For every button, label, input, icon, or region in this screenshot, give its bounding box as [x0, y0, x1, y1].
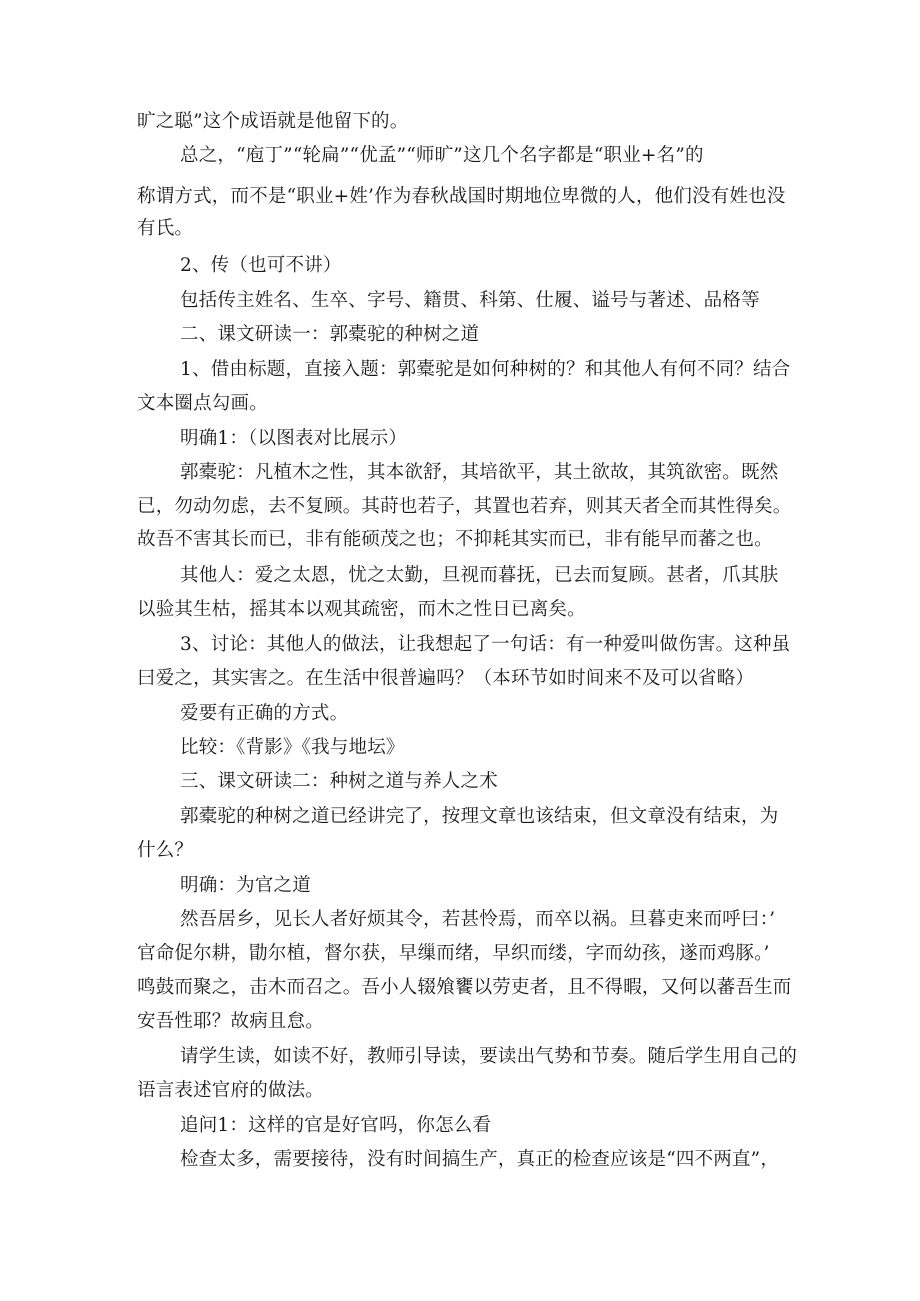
text-line: 请学生读，如读不好，教师引导读，要读出气势和节奏。随后学生用自己的	[180, 1046, 798, 1067]
text-line: 什么？	[137, 840, 194, 861]
text-line: 故吾不害其长而已，非有能硕茂之也；不抑耗其实而已，非有能早而蕃之也。	[137, 529, 773, 550]
text-line: 以验其生枯，摇其本以观其疏密，而木之性日已离矣。	[137, 599, 586, 620]
text-line: 曰爱之，其实害之。在生活中很普遍吗？（本环节如时间来不及可以省略）	[137, 668, 755, 689]
text-line: 有氏。	[137, 218, 194, 239]
text-line: 鸣鼓而聚之，击木而召之。吾小人辍飧饔以劳吏者，且不得暇，又何以蕃吾生而	[137, 977, 792, 998]
text-line: 爱要有正确的方式。	[180, 703, 349, 724]
text-line: 旷之聪”这个成语就是他留下的。	[137, 111, 409, 132]
text-line: 1、借由标题，直接入题：郭橐驼是如何种树的？和其他人有何不同？结合	[180, 359, 791, 380]
text-line: 文本圈点勾画。	[137, 393, 268, 414]
text-line: 安吾性耶？故病且怠。	[137, 1011, 325, 1032]
text-line: 官命促尔耕，勖尔植，督尔获，早缫而绪，早织而缕，字而幼孩，遂而鸡豚。’	[137, 943, 770, 964]
text-line: 明确：为官之道	[180, 875, 311, 896]
text-line: 检查太多，需要接待，没有时间搞生产，真正的检查应该是“四不两直”，	[180, 1149, 780, 1170]
text-line: 语言表述官府的做法。	[137, 1080, 325, 1101]
section-heading: 2、传（也可不讲）	[180, 255, 342, 276]
text-line: 称谓方式，而不是“职业+姓’作为春秋战国时期地位卑微的人，他们没有姓也没	[137, 186, 786, 207]
text-line: 其他人：爱之太恩，忧之太勤，旦视而暮抚，已去而复顾。甚者，爪其肤	[180, 565, 779, 586]
section-heading: 二、课文研读一：郭橐驼的种树之道	[180, 324, 480, 345]
text-line: 包括传主姓名、生卒、字号、籍贯、科第、仕履、谥号与著述、品格等	[180, 290, 760, 311]
text-line: 已，勿动勿虑，去不复顾。其莳也若子，其置也若弃，则其天者全而其性得矣。	[137, 496, 792, 517]
text-line: 明确1：（以图表对比展示）	[180, 428, 408, 449]
text-line: 3、讨论：其他人的做法，让我想起了一句话：有一种爱叫做伤害。这种虽	[180, 634, 791, 655]
text-line: 然吾居乡，见长人者好烦其令，若甚怜焉，而卒以祸。旦暮吏来而呼曰：’	[180, 909, 776, 930]
text-line: 郭橐驼：凡植木之性，其本欲舒，其培欲平，其土欲故，其筑欲密。既然	[180, 462, 779, 483]
text-line: 总之，“庖丁”“轮扁”“优孟”“师旷”这几个名字都是“职业+名”的	[180, 145, 704, 166]
text-line: 郭橐驼的种树之道已经讲完了，按理文章也该结束，但文章没有结束，为	[180, 806, 779, 827]
text-line: 追问1：这样的官是好官吗，你怎么看	[180, 1115, 492, 1136]
text-line: 比较：《背影》《我与地坛》	[180, 737, 405, 758]
section-heading: 三、课文研读二：种树之道与养人之术	[180, 771, 498, 792]
